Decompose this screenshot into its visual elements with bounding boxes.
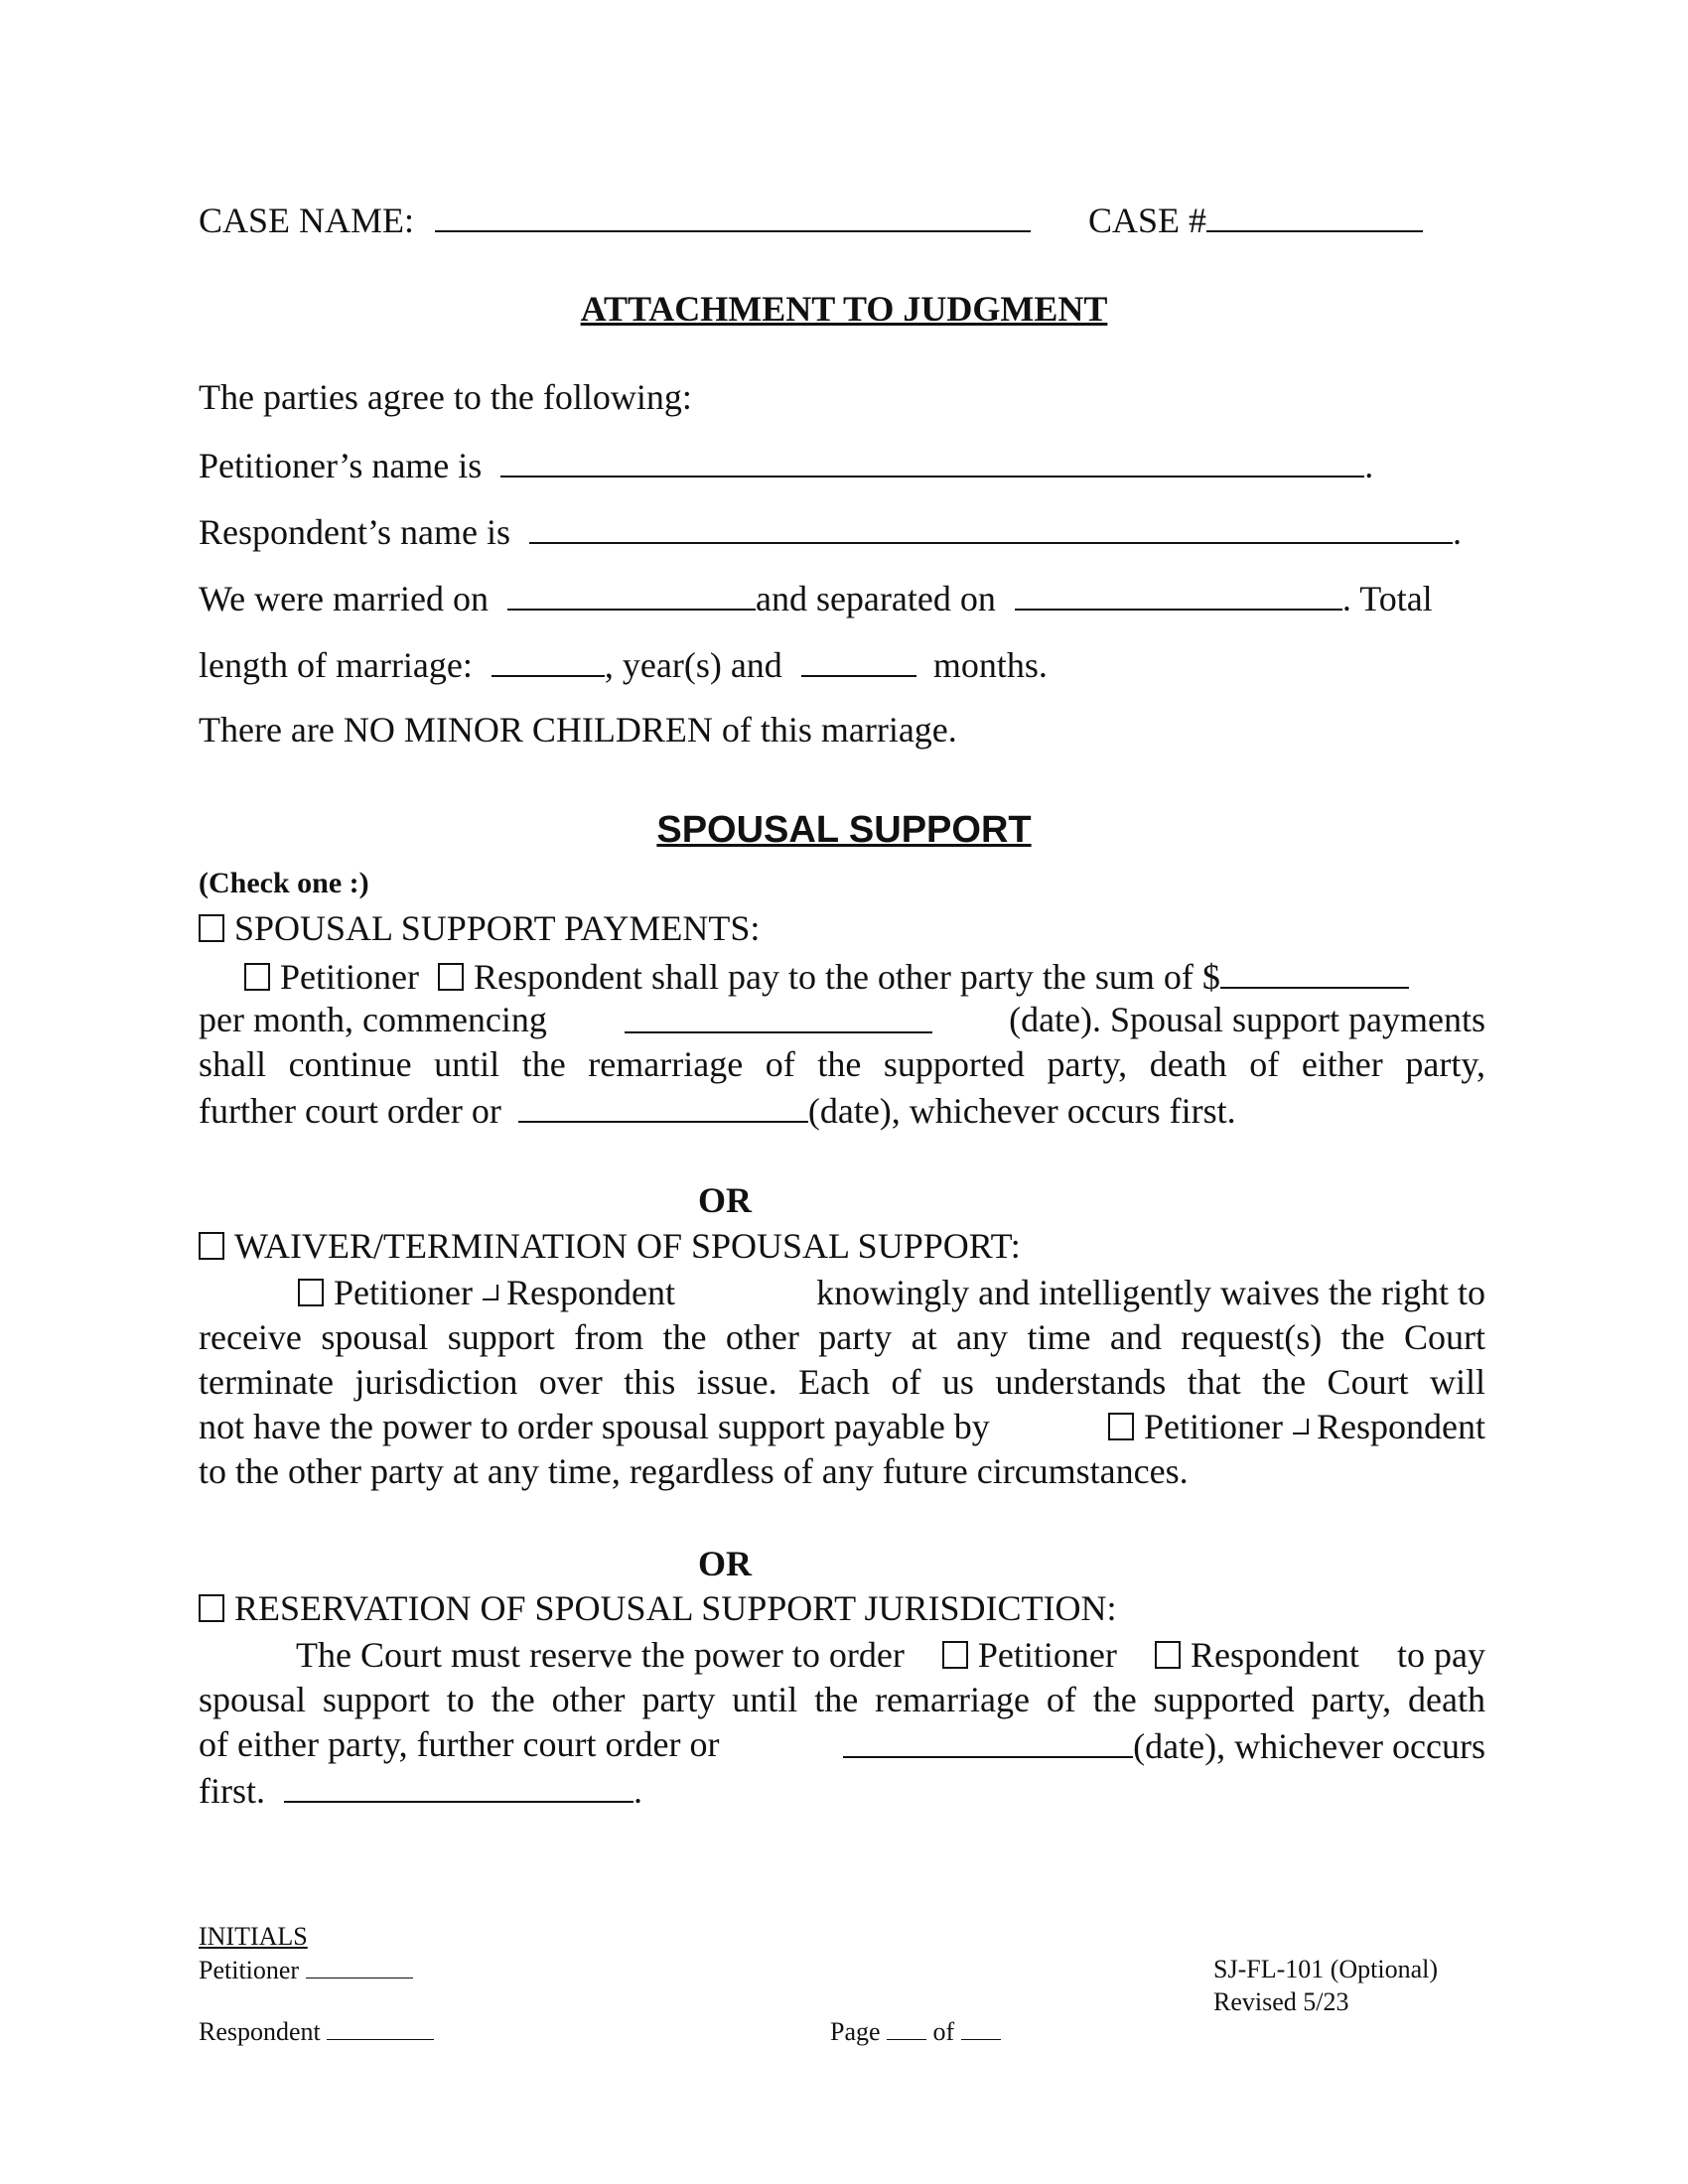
reservation-line2: spousal support to the other party until the remarriage of the supported party, death <box>199 1680 1485 1719</box>
payments-respondent-checkbox[interactable] <box>438 963 464 991</box>
separated-date-field[interactable] <box>1015 575 1342 611</box>
footer-respondent-label: Respondent <box>199 2017 321 2046</box>
reservation-line4 <box>199 1767 642 1813</box>
payments-line3: shall continue until the remarriage of the supported party, death of either party, <box>199 1044 1485 1084</box>
waiver-checkbox[interactable] <box>199 1232 224 1260</box>
page-label: Page <box>830 2017 881 2046</box>
length-label: length of marriage: <box>199 645 473 685</box>
waiver-heading-row <box>199 1224 1021 1268</box>
check-one-label: (Check one :) <box>199 867 369 899</box>
case-number-row <box>1088 197 1423 242</box>
or-divider: OR <box>698 1180 752 1220</box>
respondent-name-label: Respondent’s name is <box>199 512 510 552</box>
waiver-line4 <box>199 1405 1485 1448</box>
waiver-payable-petitioner-checkbox[interactable] <box>1108 1413 1134 1440</box>
reservation-text: of either party, further court order or <box>199 1724 720 1764</box>
waiver-payable-respondent-checkbox[interactable] <box>1293 1419 1309 1434</box>
petitioner-name-row <box>199 442 1373 487</box>
waiver-heading: WAIVER/TERMINATION OF SPOUSAL SUPPORT: <box>234 1226 1021 1266</box>
payments-end-date-field[interactable] <box>518 1087 808 1123</box>
length-row <box>199 641 1048 687</box>
payments-petitioner-checkbox[interactable] <box>244 963 270 991</box>
waiver-respondent-checkbox[interactable] <box>483 1285 498 1300</box>
payments-text: per month, commencing <box>199 1000 547 1039</box>
reservation-heading-row <box>199 1586 1116 1630</box>
page-number-row <box>830 2015 1001 2048</box>
waiver-line2: receive spousal support from the other party at any time and request(s) the Court <box>199 1317 1485 1357</box>
waiver-text: not have the power to order spousal support payable by <box>199 1407 990 1446</box>
footer-respondent-row <box>199 2015 434 2048</box>
case-name-label: CASE NAME: <box>199 201 415 240</box>
total-label: . Total <box>1341 579 1433 618</box>
case-number-label: CASE # <box>1088 201 1207 240</box>
reservation-text: . <box>633 1771 642 1811</box>
payments-text: shall pay to the other party the sum of $ <box>650 957 1220 997</box>
payments-line2 <box>199 998 1485 1041</box>
reservation-petitioner-checkbox[interactable] <box>942 1641 968 1669</box>
petitioner-initials-field[interactable] <box>306 1954 413 1979</box>
case-name-row <box>199 197 1031 242</box>
payments-line4 <box>199 1087 1236 1133</box>
reservation-text: The Court must reserve the power to order <box>296 1635 905 1675</box>
case-name-field[interactable] <box>435 197 1031 232</box>
petitioner-name-field[interactable] <box>500 442 1364 478</box>
no-children-statement: There are NO MINOR CHILDREN of this marriage. <box>199 710 957 750</box>
respondent-option-label: Respondent <box>473 957 642 997</box>
petitioner-option-label: Petitioner <box>977 1635 1117 1675</box>
waiver-line5: to the other party at any time, regardless of any future circumstances. <box>199 1451 1189 1491</box>
respondent-name-field[interactable] <box>529 508 1453 544</box>
intro-agree: The parties agree to the following: <box>199 377 692 417</box>
period: . <box>1364 446 1374 485</box>
reservation-checkbox[interactable] <box>199 1594 224 1622</box>
reservation-respondent-checkbox[interactable] <box>1155 1641 1181 1669</box>
respondent-initials-field[interactable] <box>327 2015 434 2040</box>
waiver-line1 <box>298 1271 1485 1314</box>
reservation-end-date-field[interactable] <box>843 1722 1133 1758</box>
footer-petitioner-row <box>199 1954 413 1986</box>
reservation-text: (date), whichever occurs <box>1133 1726 1485 1766</box>
reservation-line1 <box>296 1633 1485 1677</box>
years-field[interactable] <box>492 641 605 677</box>
months-field[interactable] <box>801 641 916 677</box>
waiver-text: knowingly and intelligently waives the right to <box>816 1273 1485 1312</box>
payments-heading: SPOUSAL SUPPORT PAYMENTS: <box>234 908 761 948</box>
case-number-field[interactable] <box>1206 197 1423 232</box>
page-title: ATTACHMENT TO JUDGMENT <box>580 289 1108 329</box>
page-number-field[interactable] <box>887 2015 926 2040</box>
petitioner-option-label: Petitioner <box>280 957 419 997</box>
footer-petitioner-label: Petitioner <box>199 1956 300 1984</box>
reservation-text: first. <box>199 1771 265 1811</box>
waiver-line3: terminate jurisdiction over this issue. Each of us understands that the Court will <box>199 1362 1485 1402</box>
payments-checkbox[interactable] <box>199 914 224 942</box>
married-label: We were married on <box>199 579 489 618</box>
payments-text: (date). Spousal support payments <box>1009 1000 1485 1039</box>
respondent-name-row <box>199 508 1462 554</box>
payments-text: (date), whichever occurs first. <box>807 1091 1236 1131</box>
separated-label: and separated on <box>755 579 996 618</box>
page-total-field[interactable] <box>961 2015 1001 2040</box>
commencing-date-field[interactable] <box>625 998 932 1033</box>
form-id: SJ-FL-101 (Optional) <box>1213 1955 1439 1983</box>
respondent-option-label: Respondent <box>1317 1407 1485 1446</box>
period: . <box>1452 512 1462 552</box>
petitioner-name-label: Petitioner’s name is <box>199 446 483 485</box>
initials-label: INITIALS <box>199 1922 308 1951</box>
of-label: of <box>932 2017 955 2046</box>
respondent-option-label: Respondent <box>1190 1635 1359 1675</box>
reservation-heading: RESERVATION OF SPOUSAL SUPPORT JURISDICTION: <box>234 1588 1117 1628</box>
revised-date: Revised 5/23 <box>1213 1987 1349 2016</box>
years-label: , year(s) and <box>604 645 782 685</box>
petitioner-option-label: Petitioner <box>334 1273 473 1312</box>
petitioner-option-label: Petitioner <box>1144 1407 1284 1446</box>
reservation-line3 <box>199 1722 1485 1768</box>
reservation-extra-field[interactable] <box>284 1767 633 1803</box>
waiver-petitioner-checkbox[interactable] <box>298 1279 324 1306</box>
payments-text: further court order or <box>199 1091 501 1131</box>
married-row <box>199 575 1433 620</box>
married-date-field[interactable] <box>507 575 756 611</box>
months-label: months. <box>932 645 1048 685</box>
respondent-option-label: Respondent <box>505 1273 675 1312</box>
payment-amount-field[interactable] <box>1220 953 1409 989</box>
payments-heading-row <box>199 906 760 950</box>
reservation-text: to pay <box>1397 1635 1485 1675</box>
or-divider: OR <box>698 1544 752 1583</box>
payments-line1 <box>244 953 1409 999</box>
spousal-support-heading: SPOUSAL SUPPORT <box>656 809 1032 851</box>
